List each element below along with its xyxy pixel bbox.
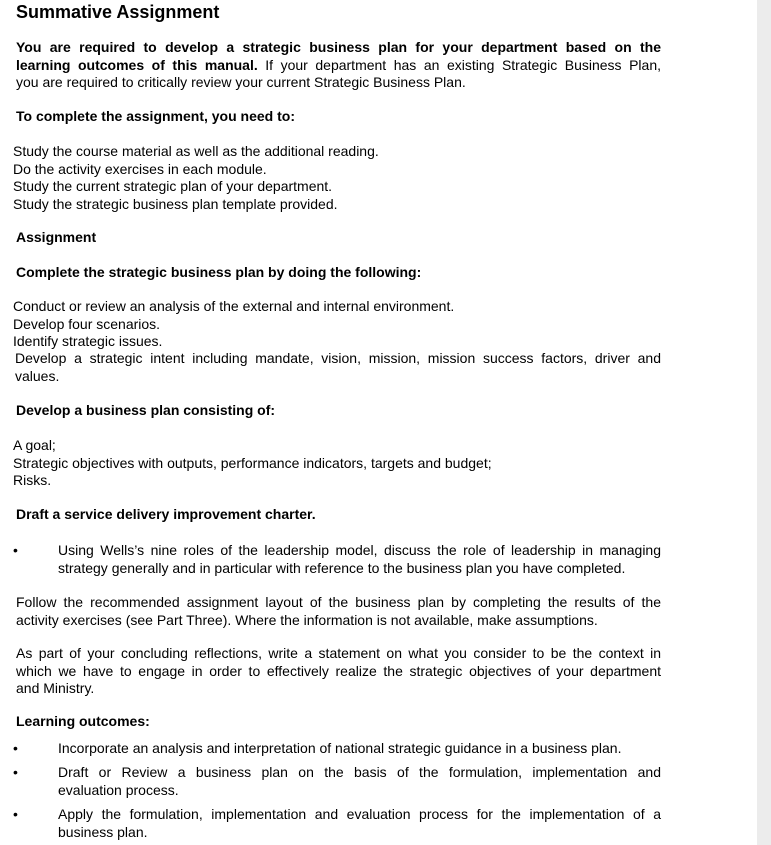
scrollbar-gutter[interactable] — [757, 0, 771, 845]
reflection-line-3: and Ministry. — [16, 680, 95, 696]
learning-outcome-line: evaluation process. — [58, 781, 179, 798]
learning-outcome-item — [58, 764, 661, 799]
list-item: Strategic objectives with outputs, performance indicators, targets and budget; — [13, 454, 492, 471]
strategic-intent-item — [15, 350, 661, 385]
list-item: Risks. — [13, 472, 52, 488]
layout-line-2: activity exercises (see Part Three). Where the information is not available, make assumptions. — [16, 611, 598, 628]
learning-outcome-line: Apply the formulation, implementation and evaluation process for the implementation of a — [58, 806, 661, 822]
complete-plan-list — [13, 298, 454, 351]
charter-bullet-text — [58, 542, 661, 577]
strategic-intent-line-1: Develop a strategic intent including mandate, vision, mission, mission success factors, driver and — [15, 350, 661, 366]
list-item: Do the activity exercises in each module. — [13, 160, 267, 177]
intro-bold-line-1: You are required to develop a strategic business plan for your department based on the — [16, 39, 661, 55]
layout-line-1: Follow the recommended assignment layout of the business plan by completing the results of the — [16, 594, 661, 610]
business-plan-list — [13, 437, 492, 490]
reflection-paragraph — [16, 645, 661, 698]
learning-outcome-line: Incorporate an analysis and interpretation of national strategic guidance in a business plan. — [58, 740, 622, 756]
list-item: Identify strategic issues. — [13, 333, 163, 349]
bullet-icon: • — [13, 806, 18, 822]
intro-last-line: you are required to critically review your current Strategic Business Plan. — [16, 74, 466, 90]
complete-plan-heading: Complete the strategic business plan by doing the following: — [16, 264, 422, 280]
to-complete-list — [13, 143, 379, 213]
intro-normal-tail: If your department has an existing Strategic Business Plan, — [257, 56, 661, 73]
charter-line-2: strategy generally and in particular with reference to the business plan you have completed. — [58, 559, 626, 576]
reflection-line-2: which we have to engage in order to effectively realize the strategic objectives of your department — [16, 662, 661, 679]
learning-outcomes-heading: Learning outcomes: — [16, 713, 150, 729]
list-item: Study the course material as well as the additional reading. — [13, 143, 379, 159]
business-plan-heading: Develop a business plan consisting of: — [16, 402, 276, 418]
intro-paragraph — [16, 39, 661, 92]
intro-line-2 — [16, 57, 661, 75]
learning-outcome-line: business plan. — [58, 823, 148, 840]
charter-line-1: Using Wells’s nine roles of the leadership model, discuss the role of leadership in managing — [58, 542, 661, 558]
bullet-icon: • — [13, 542, 18, 558]
reflection-line-1: As part of your concluding reflections, write a statement on what you consider to be the context in — [16, 645, 661, 661]
learning-outcome-item — [58, 740, 661, 758]
learning-outcome-item — [58, 806, 661, 841]
bullet-icon: • — [13, 740, 18, 756]
list-item: Study the strategic business plan template provided. — [13, 195, 338, 212]
strategic-intent-line-2: values. — [15, 367, 60, 384]
list-item: Develop four scenarios. — [13, 315, 161, 332]
page-title: Summative Assignment — [16, 2, 220, 22]
intro-bold-line-2: learning outcomes of this manual. — [16, 56, 258, 73]
list-item: Study the current strategic plan of your department. — [13, 178, 333, 194]
list-item: A goal; — [13, 437, 56, 453]
assignment-heading: Assignment — [16, 229, 97, 245]
bullet-icon: • — [13, 764, 18, 780]
list-item: Conduct or review an analysis of the external and internal environment. — [13, 298, 455, 314]
layout-paragraph — [16, 594, 661, 629]
charter-heading: Draft a service delivery improvement charter. — [16, 506, 316, 522]
learning-outcome-line: Draft or Review a business plan on the basis of the formulation, implementation and — [58, 764, 661, 780]
to-complete-heading: To complete the assignment, you need to: — [16, 108, 295, 124]
